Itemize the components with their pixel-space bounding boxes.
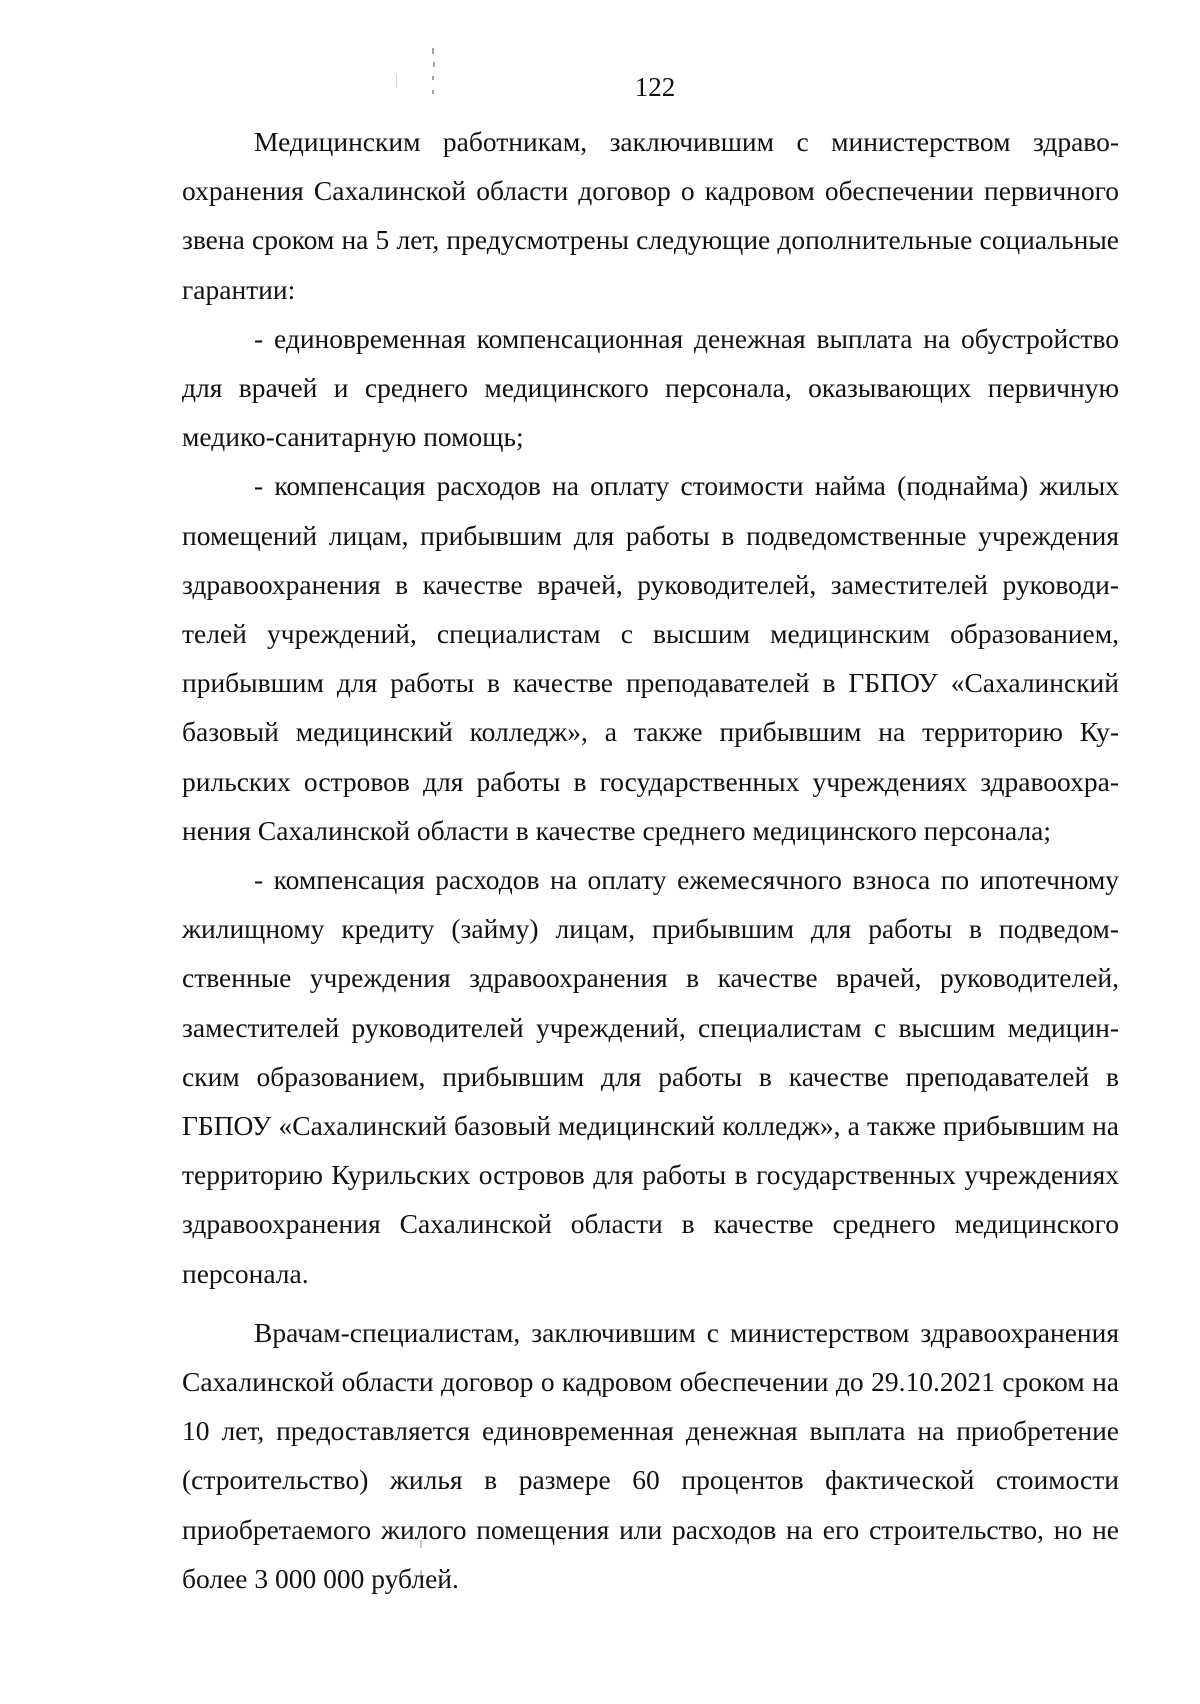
- paragraph-rent-compensation: - компенсация расходов на оплату стоимости найма (поднайма) жилых помещений лицам, прибывшим для работы в подведомственные учреждения здравоохранения в качестве врачей, руководителей, заместителей руководителей учреждений, специалистам с высшим медицинским образованием, прибывшим для работы в качестве преподавателей в ГБПОУ «Сахалинский базовый медицинский колледж», а также прибывшим на территорию Курильских островов для работы в государственных учреждениях здравоохранения Сахалинской области в качестве среднего медицинского персонала;: [182, 470, 1119, 846]
- paragraph-mortgage-compensation: - компенсация расходов на оплату ежемесячного взноса по ипотечному жилищному кредиту (займу) лицам, прибывшим для работы в подведомственные учреждения здравоохранения в качестве врачей, руководителей, заместителей руководителей учреждений, специалистам с высшим медицинским образованием, прибывшим для работы в качестве преподавателей в ГБПОУ «Сахалинский базовый медицинский колледж», а также прибывшим на территорию Курильских островов для работы в государственных учреждениях здравоохранения Сахалинской области в качестве среднего медицинского персонала.: [182, 864, 1119, 1289]
- paragraph-medical-workers-guarantees: Медицинским работникам, заключившим с министерством здравоохранения Сахалинской области договор о кадровом обеспечении первичного звена сроком на 5 лет, предусмотрены следующие дополнительные социальные гарантии:: [182, 126, 1119, 305]
- paragraph-housing-payment: Врачам-специалистам, заключившим с министерством здравоохранения Сахалинской области договор о кадровом обеспечении до 29.10.2021 сроком на 10 лет, предоставляется единовременная денежная выплата на приобретение (строительство) жилья в размере 60 процентов фактической стоимости приобретаемого жилого помещения или расходов на его строительство, но не более 3 000 000 рублей.: [182, 1316, 1119, 1594]
- scan-artifact-mark: [432, 48, 434, 54]
- document-body: [182, 117, 1119, 1603]
- paragraph-relocation-payment: - единовременная компенсационная денежная выплата на обустройство для врачей и среднего медицинского персонала, оказывающих первичную медико-санитарную помощь;: [182, 322, 1119, 453]
- scan-artifact-mark: [433, 62, 435, 67]
- page-number: 122: [634, 72, 676, 102]
